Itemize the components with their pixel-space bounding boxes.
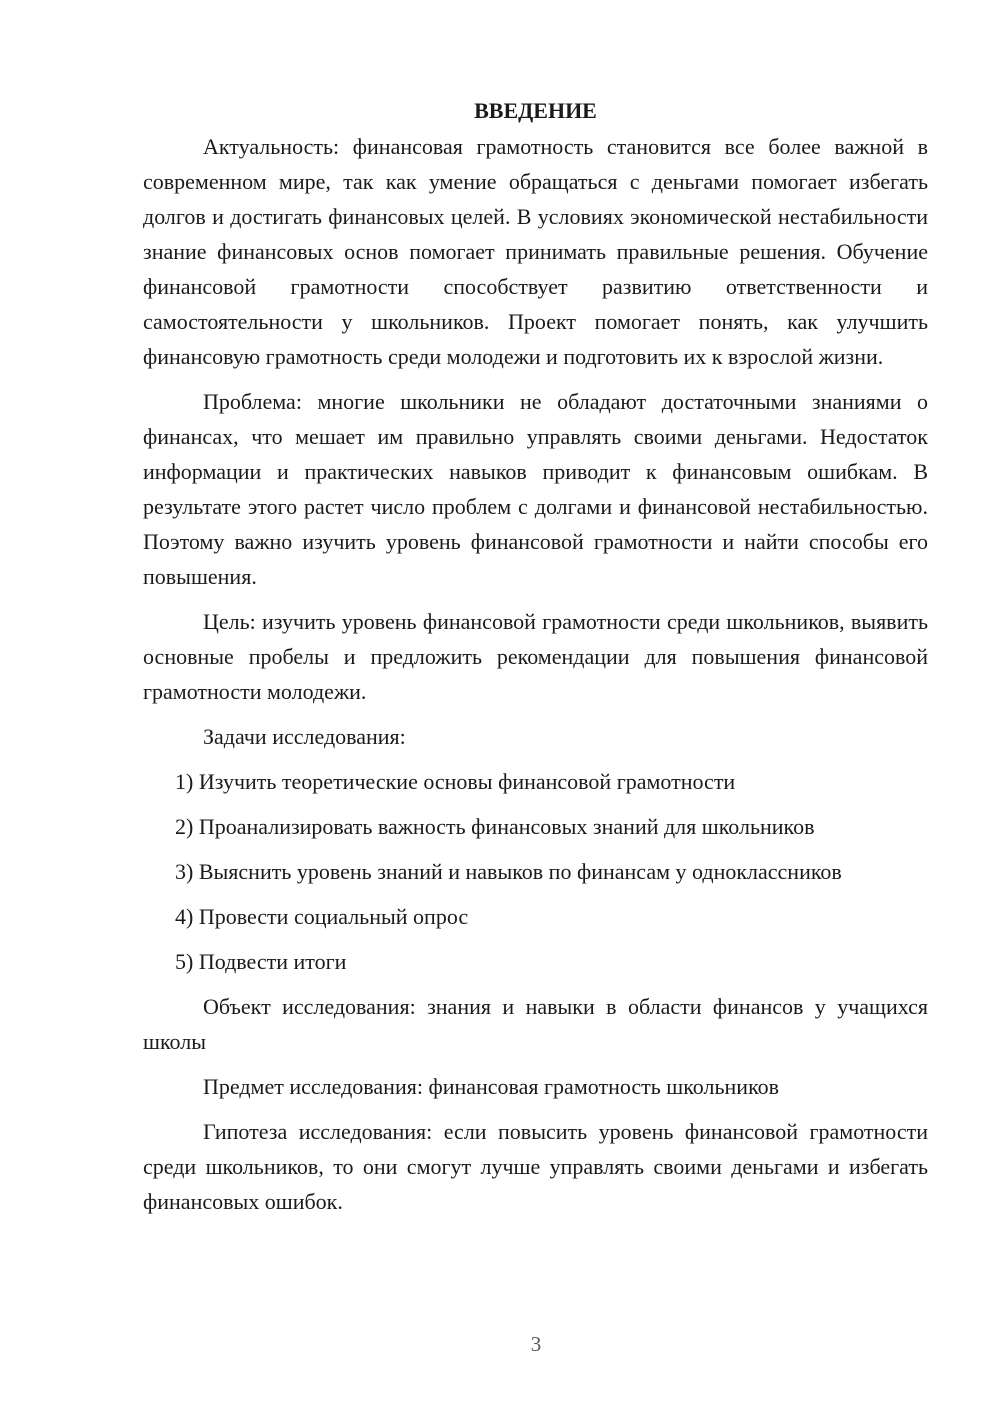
document-page	[143, 94, 928, 1229]
list-item: 4) Провести социальный опрос	[175, 904, 469, 929]
object-paragraph: Объект исследования: знания и навыки в области финансов у учащихся школы	[143, 994, 928, 1054]
list-item: 3) Выяснить уровень знаний и навыков по финансам у одноклассников	[175, 859, 842, 884]
subject-paragraph: Предмет исследования: финансовая грамотность школьников	[203, 1074, 780, 1099]
tasks-list	[143, 764, 928, 979]
relevance-paragraph: Актуальность: финансовая грамотность становится все более важной в современном мире, так как умение обращаться с деньгами помогает избегать долгов и достигать финансовых целей. В условиях экономической нестабильности знание финансовых основ помогает принимать правильные решения. Обучение финансовой грамотности способствует развитию ответственности и самостоятельности у школьников. Проект помогает понять, как улучшить финансовую грамотность среди молодежи и подготовить их к взрослой жизни.	[143, 134, 928, 369]
problem-paragraph: Проблема: многие школьники не обладают достаточными знаниями о финансах, что мешает им правильно управлять своими деньгами. Недостаток информации и практических навыков приводит к финансовым ошибкам. В результате этого растет число проблем с долгами и финансовой нестабильностью. Поэтому важно изучить уровень финансовой грамотности и найти способы его повышения.	[143, 389, 928, 589]
tasks-intro: Задачи исследования:	[203, 724, 406, 749]
goal-paragraph: Цель: изучить уровень финансовой грамотности среди школьников, выявить основные пробелы и предложить рекомендации для повышения финансовой грамотности молодежи.	[143, 609, 928, 704]
list-item: 2) Проанализировать важность финансовых знаний для школьников	[175, 814, 815, 839]
section-heading: ВВЕДЕНИЕ	[474, 98, 597, 123]
page-number: 3	[530, 1332, 542, 1356]
hypothesis-paragraph: Гипотеза исследования: если повысить уровень финансовой грамотности среди школьников, то они смогут лучше управлять своими деньгами и избегать финансовых ошибок.	[143, 1119, 928, 1214]
list-item: 1) Изучить теоретические основы финансовой грамотности	[175, 769, 736, 794]
list-item: 5) Подвести итоги	[175, 949, 347, 974]
